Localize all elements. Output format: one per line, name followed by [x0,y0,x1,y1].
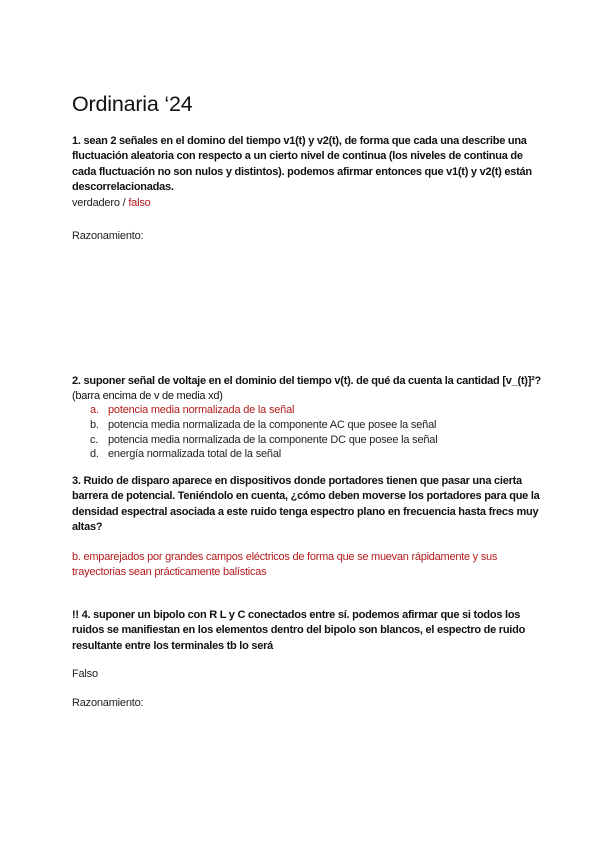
question-4-reasoning-label: Razonamiento: [72,697,144,709]
option-a: a. potencia media normalizada de la señal [90,404,295,416]
option-c: c. potencia media normalizada de la componente DC que posee la señal [90,433,438,446]
question-2-text [72,374,542,405]
question-4-answer: Falso [72,668,98,680]
option-verdadero: verdadero [72,197,120,209]
question-3-text: 3. Ruido de disparo aparece en dispositivos donde portadores tienen que pasar una cierta barrera de potencial. Teniéndolo en cuenta, ¿cómo deben moverse los portadores para que la densidad espectral asociada a este ruido tenga espectro plano en frecuencia hasta frecs muy altas? [72,475,540,533]
question-4-text: !! 4. suponer un bipolo con R L y C conectados entre sí. podemos afirmar que si todos los ruidos se manifiestan en los elementos dentro del bipolo son blancos, el espectro de ruido resultante entre los terminales tb lo será [72,609,526,652]
question-3-answer: b. emparejados por grandes campos eléctricos de forma que se muevan rápidamente y sus trayectorias sean prácticamente balísticas [72,551,498,579]
question-1-options [72,196,151,211]
document-title: Ordinaria ‘24 [72,92,193,116]
question-1-text: 1. sean 2 señales en el domino del tiempo v1(t) y v2(t), de forma que cada una describe una fluctuación aleatoria con respecto a un cierto nivel de continua (los niveles de continua de cada fluctuación no son nulos y distintos). podemos afirmar entonces que v1(t) y v2(t) están descorrelacionadas. [72,135,532,193]
option-b: b. potencia media normalizada de la componente AC que posee la señal [90,418,437,431]
question-1-reasoning-label: Razonamiento: [72,230,144,242]
question-2-options [72,403,437,462]
option-d: d. energía normalizada total de la señal [90,448,281,461]
question-2-note: (barra encima de v de media xd) [72,390,223,403]
question-2-prompt: 2. suponer señal de voltaje en el dominio del tiempo v(t). de qué da cuenta la cantidad [v_(t)]²? [72,375,541,387]
option-separator: / [119,197,129,209]
option-falso-selected: falso [128,197,151,209]
